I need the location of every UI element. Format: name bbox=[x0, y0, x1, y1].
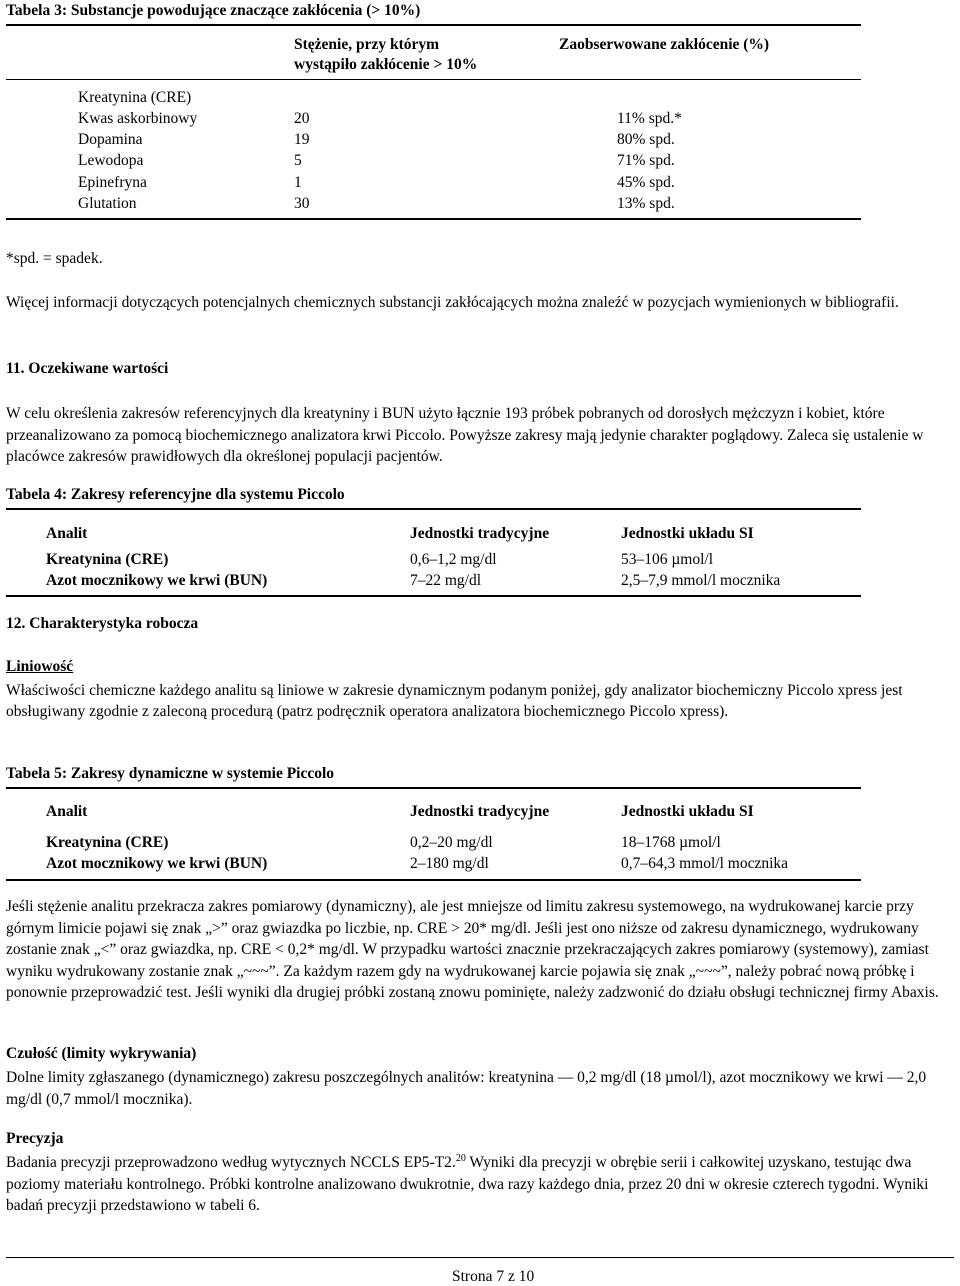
table4-si-value: 53–106 µmol/l bbox=[621, 551, 714, 568]
table5-analyte: Kreatynina (CRE) bbox=[46, 834, 169, 851]
table5-bottom-rule bbox=[6, 879, 861, 881]
table3-effect: 71% spd. bbox=[617, 152, 675, 169]
table3-substance: Dopamina bbox=[78, 131, 143, 148]
table4-analyte: Kreatynina (CRE) bbox=[46, 551, 169, 568]
range-paragraph: Jeśli stężenie analitu przekracza zakres pomiarowy (dynamiczny), ale jest mniejsze od limitu zakresu systemowego, na wydrukowanej karcie przy górnym limicie pojawi się znak „>” oraz gwiazdka po liczbie, np. CRE > 20* mg/dl. Jeśli jest ono niższe od zakresu dynamicznego, wydrukowany zostanie znak „<” oraz gwiazdka, np. CRE < 0,2* mg/dl. W przypadku wartości znacznie przekraczających zakres pomiarowy (systemowy), zamiast wyniku wydrukowany zostanie znak „~~~”. Za każdym razem gdy na wydrukowanej karcie pojawia się znak „~~~”, należy pobrać nową próbkę i ponownie przeprowadzić test. Jeśli wyniki dla drugiej próbki zostaną znowu pominięte, należy zadzwonić do działu obsługi technicznej firmy Abaxis. bbox=[6, 898, 939, 1001]
table3-header-conc-line1: Stężenie, przy którym bbox=[294, 36, 440, 53]
table3-substance: Lewodopa bbox=[78, 152, 144, 169]
table5-header-analyte: Analit bbox=[46, 803, 88, 820]
table5-header-traditional: Jednostki tradycyjne bbox=[410, 803, 550, 820]
table5-header-si: Jednostki układu SI bbox=[621, 803, 754, 820]
section-12-title: 12. Charakterystyka robocza bbox=[6, 615, 199, 632]
table3-substance: Epinefryna bbox=[78, 174, 147, 191]
table3-effect: 11% spd.* bbox=[617, 110, 682, 127]
table3-header-rule bbox=[6, 79, 861, 80]
table4-header-traditional: Jednostki tradycyjne bbox=[410, 525, 550, 542]
table3-bottom-rule bbox=[6, 218, 861, 220]
table3-substance: Glutation bbox=[78, 195, 137, 212]
precision-heading: Precyzja bbox=[6, 1130, 64, 1147]
table4-title: Tabela 4: Zakresy referencyjne dla systemu Piccolo bbox=[6, 486, 345, 503]
table3-effect: 13% spd. bbox=[617, 195, 675, 212]
table3-concentration: 1 bbox=[294, 174, 302, 191]
section-11-title: 11. Oczekiwane wartości bbox=[6, 360, 169, 377]
sensitivity-heading: Czułość (limity wykrywania) bbox=[6, 1045, 197, 1062]
table3-effect: 80% spd. bbox=[617, 131, 675, 148]
precision-body bbox=[6, 1152, 956, 1217]
precision-body-end: Wyniki dla precyzji w obrębie serii i całkowitej uzyskano, testując dwa poziomy materiału kontrolnego. Próbki kontrolne analizowano dwukrotnie, dwa razy każdego dnia, przez 20 dni w okresie czterech tygodni. Wyniki badań precyzji przedstawiono w tabeli 6. bbox=[6, 1154, 929, 1214]
table3-group-label: Kreatynina (CRE) bbox=[78, 89, 192, 106]
table5-si-value: 18–1768 µmol/l bbox=[621, 834, 721, 851]
table3-top-rule bbox=[6, 24, 861, 26]
section-11-body: W celu określenia zakresów referencyjnych dla kreatyniny i BUN użyto łącznie 193 próbek pobranych od dorosłych mężczyzn i kobiet, które przeanalizowano za pomocą biochemicznego analizatora krwi Piccolo. Powyższe zakresy mają jedynie charakter poglądowy. Zaleca się ustalenie w placówce zakresów prawidłowych dla określonej populacji pacjentów. bbox=[6, 405, 924, 465]
footer-rule bbox=[6, 1257, 954, 1258]
more-info-paragraph: Więcej informacji dotyczących potencjalnych chemicznych substancji zakłócających można znaleźć w pozycjach wymienionych w bibliografii. bbox=[6, 294, 899, 311]
table3-effect: 45% spd. bbox=[617, 174, 675, 191]
table4-header-analyte: Analit bbox=[46, 525, 88, 542]
precision-reference: 20 bbox=[455, 1153, 466, 1164]
table3-concentration: 19 bbox=[294, 131, 310, 148]
table3-footnote: *spd. = spadek. bbox=[6, 250, 103, 267]
table4-si-value: 2,5–7,9 mmol/l mocznika bbox=[621, 572, 781, 589]
table5-traditional-value: 2–180 mg/dl bbox=[410, 855, 489, 872]
table3-concentration: 20 bbox=[294, 110, 310, 127]
table3-header-effect: Zaobserwowane zakłócenie (%) bbox=[559, 36, 770, 53]
table3-substance: Kwas askorbinowy bbox=[78, 110, 198, 127]
table5-traditional-value: 0,2–20 mg/dl bbox=[410, 834, 493, 851]
table3-title: Tabela 3: Substancje powodujące znaczące zakłócenia (> 10%) bbox=[6, 2, 421, 19]
table5-top-rule bbox=[6, 787, 861, 789]
table4-analyte: Azot mocznikowy we krwi (BUN) bbox=[46, 572, 268, 589]
table4-bottom-rule bbox=[6, 595, 861, 597]
table5-analyte: Azot mocznikowy we krwi (BUN) bbox=[46, 855, 268, 872]
linearity-heading: Liniowość bbox=[6, 658, 74, 675]
table4-traditional-value: 0,6–1,2 mg/dl bbox=[410, 551, 497, 568]
table5-si-value: 0,7–64,3 mmol/l mocznika bbox=[621, 855, 789, 872]
linearity-body: Właściwości chemiczne każdego analitu są liniowe w zakresie dynamicznym podanym poniżej, gdy analizator biochemiczny Piccolo xpress jest obsługiwany zgodnie z zaleconą procedurą (patrz podręcznik operatora analizatora biochemicznego Piccolo xpress). bbox=[6, 682, 903, 720]
table5-title: Tabela 5: Zakresy dynamiczne w systemie Piccolo bbox=[6, 765, 335, 782]
sensitivity-body: Dolne limity zgłaszanego (dynamicznego) zakresu poszczególnych analitów: kreatynina — 0,2 mg/dl (18 µmol/l), azot mocznikowy we krwi — 2,0 mg/dl (0,7 mmol/l mocznika). bbox=[6, 1069, 927, 1108]
table4-header-si: Jednostki układu SI bbox=[621, 525, 754, 542]
table3-header-conc-line2: wystąpiło zakłócenie > 10% bbox=[294, 56, 478, 73]
page-number: Strona 7 z 10 bbox=[452, 1268, 535, 1285]
table3-concentration: 5 bbox=[294, 152, 302, 169]
table3-concentration: 30 bbox=[294, 195, 310, 212]
precision-body-start: Badania precyzji przeprowadzono według wytycznych NCCLS EP5-T2. bbox=[6, 1154, 456, 1171]
table4-top-rule bbox=[6, 508, 861, 510]
table4-traditional-value: 7–22 mg/dl bbox=[410, 572, 482, 589]
